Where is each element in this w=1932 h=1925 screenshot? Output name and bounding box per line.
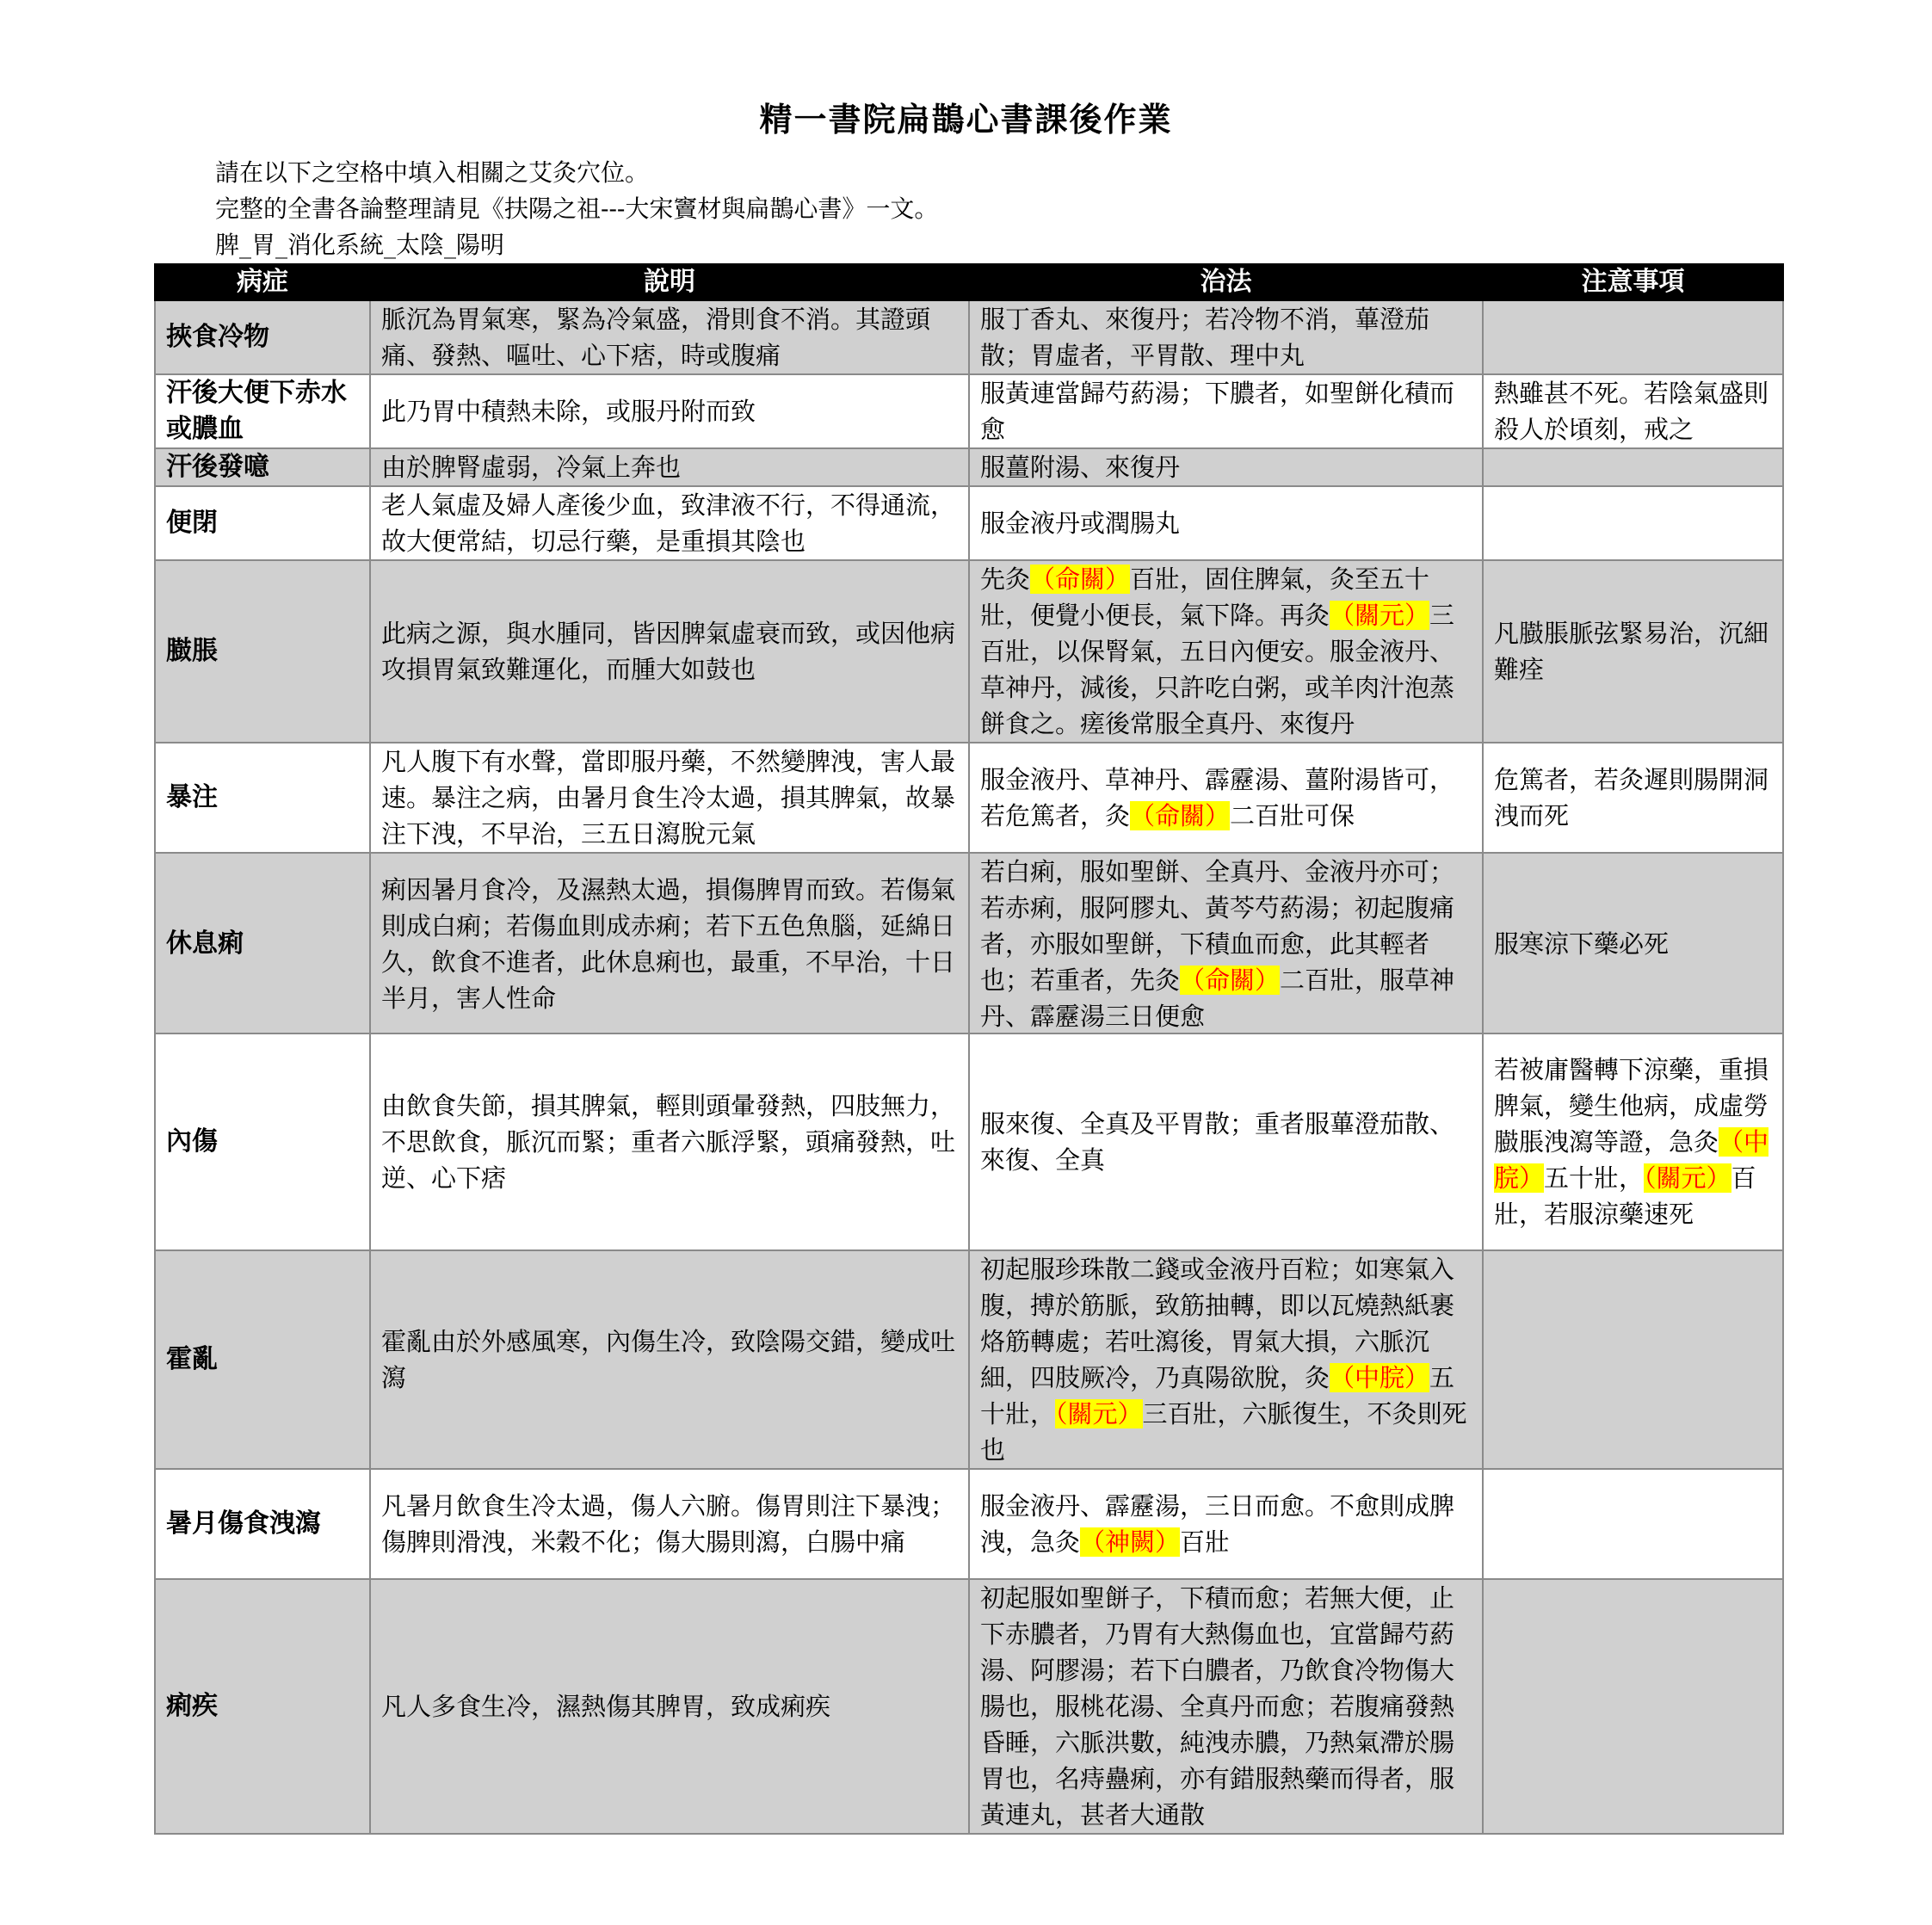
header-explanation: 說明 <box>370 264 969 300</box>
intro-line-1: 請在以下之空格中填入相關之艾灸穴位。 <box>215 158 650 187</box>
notes-cell <box>1483 448 1783 486</box>
disease-cell: 臌脹 <box>155 560 370 743</box>
explanation-cell: 老人氣虛及婦人產後少血，致津液不行，不得通流，故大便常結，切忌行藥，是重損其陰也 <box>370 486 969 560</box>
text-segment: 服金液丹、草神丹、霹靂湯、薑附湯皆可，若危篤者，灸 <box>980 765 1455 830</box>
treatment-cell <box>969 300 1483 374</box>
disease-cell: 痢疾 <box>155 1579 370 1834</box>
table-row <box>155 300 1783 374</box>
table-row <box>155 560 1783 743</box>
explanation-cell: 凡人腹下有水聲，當即服丹藥，不然變脾洩，害人最速。暴注之病，由暑月食生冷太過，損其脾氣，故暴注下洩，不早治，三五日瀉脫元氣 <box>370 743 969 853</box>
disease-cell: 汗後發噫 <box>155 448 370 486</box>
treatment-cell <box>969 1033 1483 1250</box>
acupoint-highlight: （中脘） <box>1494 1127 1769 1193</box>
text-segment: 服黃連當歸芍葯湯；下膿者，如聖餅化積而愈 <box>980 379 1455 444</box>
text-segment: 初起服如聖餅子，下積而愈；若無大便，止下赤膿者，乃胃有大熱傷血也，宜當歸芍葯湯、阿膠湯；若下白膿者，乃飲食冷物傷大腸也，服桃花湯、全真丹而愈；若腹痛發熱昏睡，六脈洪數，純洩赤膿，乃熱氣滯於腸胃也，名痔蠱痢，亦有錯服熱藥而得者，服黃連丸，甚者大通散 <box>980 1583 1455 1829</box>
page-title: 精一書院扁鵲心書課後作業 <box>759 101 1173 139</box>
treatment-cell <box>969 448 1483 486</box>
disease-cell: 汗後大便下赤水或膿血 <box>155 374 370 448</box>
text-segment: 服金液丹、霹靂湯，三日而愈。不愈則成脾洩，急灸 <box>980 1491 1455 1557</box>
treatment-cell <box>969 853 1483 1035</box>
notes-cell <box>1483 374 1783 448</box>
intro-line-2: 完整的全書各論整理請見《扶陽之祖---大宋竇材與扁鵲心書》一文。 <box>215 194 939 223</box>
table-row <box>155 1033 1783 1250</box>
text-segment: 百壯，固住脾氣，灸至五十壯，便覺小便長，氣下降。再灸 <box>980 565 1430 630</box>
treatment-cell <box>969 743 1483 853</box>
notes-cell <box>1483 300 1783 374</box>
notes-cell <box>1483 853 1783 1035</box>
table-row <box>155 1250 1783 1469</box>
explanation-cell: 由於脾腎虛弱，冷氣上奔也 <box>370 448 969 486</box>
disease-cell: 霍亂 <box>155 1250 370 1469</box>
text-segment: 服來復、全真及平胃散；重者服蓽澄茄散、來復、全真 <box>980 1109 1455 1175</box>
text-segment: 三百壯，以保腎氣，五日內便安。服金液丹、草神丹，減後，只許吃白粥，或羊肉汁泡蒸餅食之。瘥後常服全真丹、來復丹 <box>980 601 1455 738</box>
table-row <box>155 743 1783 853</box>
text-segment: 二百壯，服草神丹、霹靂湯三日便愈 <box>980 966 1455 1031</box>
notes-cell <box>1483 486 1783 560</box>
acupoint-highlight: （命關） <box>1130 801 1231 830</box>
text-segment: 凡臌脹脈弦緊易治，沉細難痊 <box>1494 619 1769 684</box>
explanation-cell: 此病之源，與水腫同，皆因脾氣虛衰而致，或因他病攻損胃氣致難運化，而腫大如鼓也 <box>370 560 969 743</box>
header-treatment: 治法 <box>969 264 1483 300</box>
acupoint-highlight: （神闕） <box>1080 1527 1181 1557</box>
disease-cell: 暑月傷食洩瀉 <box>155 1469 370 1579</box>
explanation-cell: 痢因暑月食冷，及濕熱太過，損傷脾胃而致。若傷氣則成白痢；若傷血則成赤痢；若下五色魚腦，延綿日久，飲食不進者，此休息痢也，最重，不早治，十日半月，害人性命 <box>370 853 969 1035</box>
text-segment: 危篤者，若灸遲則腸開洞洩而死 <box>1494 765 1769 830</box>
acupoint-highlight: （關元） <box>1330 601 1430 630</box>
text-segment: 先灸 <box>980 565 1031 594</box>
text-segment: 二百壯可保 <box>1230 801 1355 830</box>
notes-cell <box>1483 1579 1783 1834</box>
intro-block <box>215 155 938 263</box>
intro-line-3: 脾_胃_消化系統_太陰_陽明 <box>215 231 505 259</box>
explanation-cell: 凡人多食生冷，濕熱傷其脾胃，致成痢疾 <box>370 1579 969 1834</box>
disease-cell: 挾食冷物 <box>155 300 370 374</box>
notes-cell <box>1483 1469 1783 1579</box>
notes-cell <box>1483 1250 1783 1469</box>
table-row <box>155 853 1783 1035</box>
notes-cell <box>1483 743 1783 853</box>
text-segment: 三百壯，六脈復生，不灸則死也 <box>980 1399 1467 1465</box>
notes-cell <box>1483 560 1783 743</box>
treatment-cell <box>969 374 1483 448</box>
text-segment: 服寒涼下藥必死 <box>1494 929 1670 959</box>
remedy-table-2 <box>154 1033 1784 1835</box>
treatment-cell <box>969 1579 1483 1834</box>
table-row <box>155 486 1783 560</box>
treatment-cell <box>969 486 1483 560</box>
disease-cell: 便閉 <box>155 486 370 560</box>
text-segment: 百壯 <box>1180 1527 1231 1557</box>
table-row <box>155 1469 1783 1579</box>
text-segment: 服丁香丸、來復丹；若冷物不消，蓽澄茄散；胃虛者，平胃散、理中丸 <box>980 305 1430 370</box>
explanation-cell: 此乃胃中積熱未除，或服丹附而致 <box>370 374 969 448</box>
explanation-cell: 由飲食失節，損其脾氣，輕則頭暈發熱，四肢無力，不思飲食，脈沉而緊；重者六脈浮緊，頭痛發熱，吐逆、心下痞 <box>370 1033 969 1250</box>
table-row <box>155 1579 1783 1834</box>
text-segment: 若被庸醫轉下涼藥，重損脾氣，變生他病，成虛勞臌脹洩瀉等證，急灸 <box>1494 1055 1769 1157</box>
text-segment: 初起服珍珠散二錢或金液丹百粒；如寒氣入腹，搏於筋脈，致筋抽轉，即以瓦燒熱紙裹烙筋轉處；若吐瀉後，胃氣大損，六脈沉細，四肢厥冷，乃真陽欲脫，灸 <box>980 1255 1455 1392</box>
text-segment: 五十壯， <box>1544 1163 1645 1193</box>
disease-cell: 內傷 <box>155 1033 370 1250</box>
remedy-table-1 <box>154 263 1784 1036</box>
text-segment: 五十壯， <box>980 1363 1455 1428</box>
notes-cell <box>1483 1033 1783 1250</box>
acupoint-highlight: （關元） <box>1644 1163 1731 1193</box>
treatment-cell <box>969 1469 1483 1579</box>
explanation-cell: 脈沉為胃氣寒，緊為冷氣盛，滑則食不消。其證頭痛、發熱、嘔吐、心下痞，時或腹痛 <box>370 300 969 374</box>
treatment-cell <box>969 1250 1483 1469</box>
text-segment: 服金液丹或潤腸丸 <box>980 509 1181 538</box>
table-row <box>155 448 1783 486</box>
acupoint-highlight: （中脘） <box>1330 1363 1430 1392</box>
text-segment: 百壯，若服涼藥速死 <box>1494 1163 1756 1229</box>
explanation-cell: 霍亂由於外感風寒，內傷生冷，致陰陽交錯，變成吐瀉 <box>370 1250 969 1469</box>
acupoint-highlight: （命關） <box>1180 966 1281 995</box>
acupoint-highlight: （命關） <box>1030 565 1131 594</box>
table-row <box>155 374 1783 448</box>
explanation-cell: 凡暑月飲食生冷太過，傷人六腑。傷胃則注下暴洩；傷脾則滑洩，米穀不化；傷大腸則瀉，白腸中痛 <box>370 1469 969 1579</box>
header-notes: 注意事項 <box>1483 264 1783 300</box>
disease-cell: 暴注 <box>155 743 370 853</box>
header-disease: 病症 <box>155 264 370 300</box>
table-header-row <box>155 264 1783 300</box>
text-segment: 服薑附湯、來復丹 <box>980 453 1181 482</box>
text-segment: 熱雖甚不死。若陰氣盛則殺人於頃刻，戒之 <box>1494 379 1769 444</box>
disease-cell: 休息痢 <box>155 853 370 1035</box>
text-segment: 若白痢，服如聖餅、全真丹、金液丹亦可；若赤痢，服阿膠丸、黃芩芍葯湯；初起腹痛者，亦服如聖餅，下積血而愈，此其輕者也；若重者，先灸 <box>980 857 1455 995</box>
treatment-cell <box>969 560 1483 743</box>
acupoint-highlight: （關元） <box>1055 1399 1143 1428</box>
